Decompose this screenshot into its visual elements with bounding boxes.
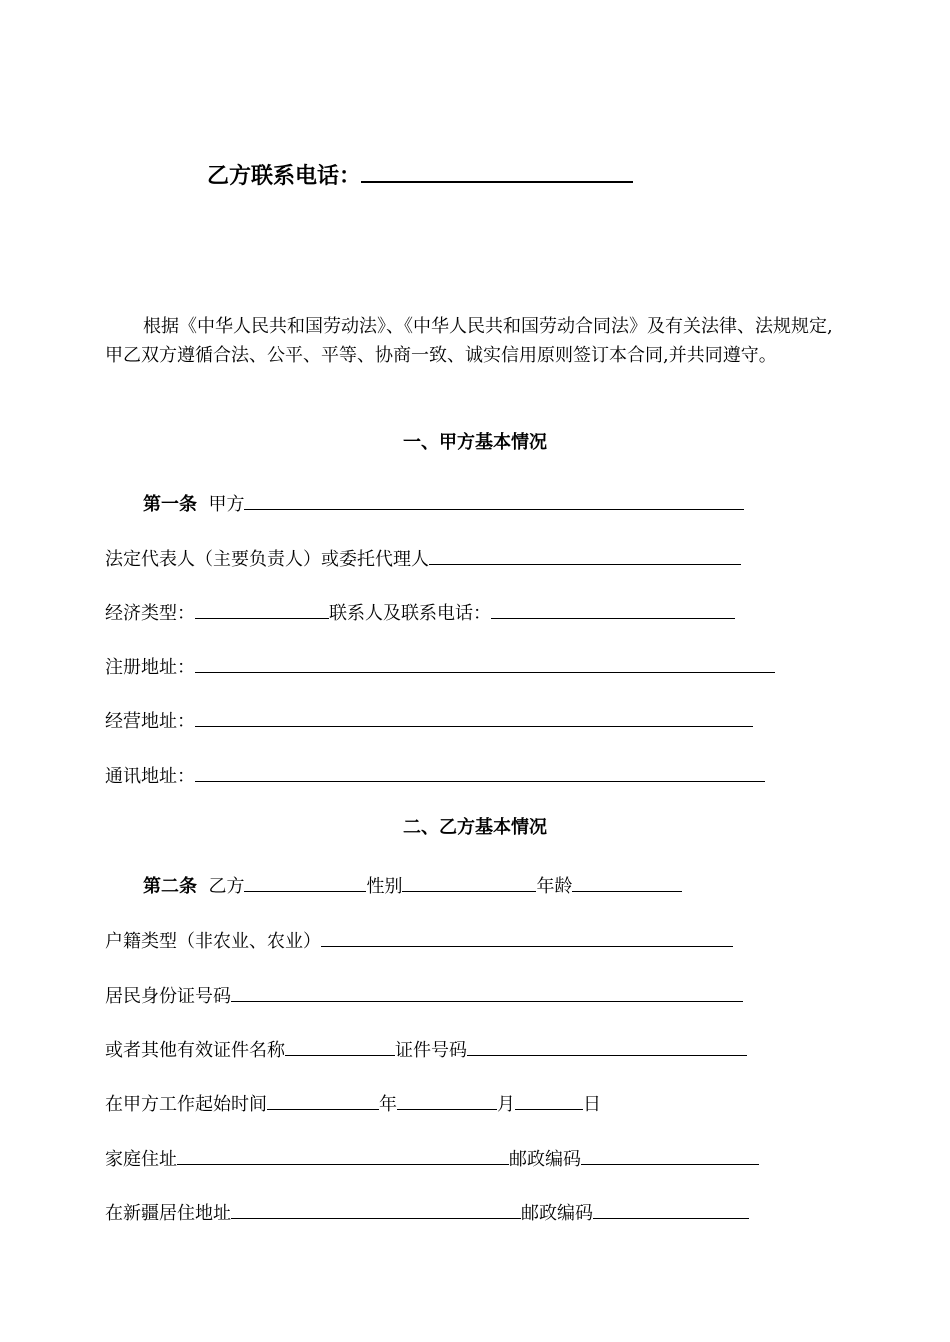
home-address-label: 家庭住址 — [105, 1149, 177, 1170]
registered-address-line — [105, 652, 775, 676]
economic-type-line — [105, 598, 735, 622]
household-line — [105, 926, 733, 950]
xinjiang-address-line — [105, 1198, 749, 1222]
start-time-line — [105, 1089, 601, 1113]
mailing-address-label: 通讯地址： — [105, 766, 195, 787]
party-a-label: 甲方 — [208, 494, 245, 515]
section1-heading: 一、甲方基本情况 — [403, 432, 547, 453]
party-b-blank[interactable] — [244, 871, 366, 892]
xinjiang-address-blank[interactable] — [231, 1198, 521, 1219]
legal-rep-blank[interactable] — [429, 544, 741, 565]
party-a-blank[interactable] — [244, 489, 744, 510]
contact-blank[interactable] — [491, 598, 735, 619]
postcode-label-2: 邮政编码 — [521, 1203, 593, 1224]
start-month-blank[interactable] — [397, 1089, 497, 1110]
party-b-phone-title — [207, 156, 633, 192]
registered-address-label: 注册地址： — [105, 657, 195, 678]
article1-party-a-line — [143, 489, 744, 513]
mailing-address-line — [105, 761, 765, 785]
cert-no-label: 证件号码 — [395, 1040, 467, 1061]
xinjiang-postcode-blank[interactable] — [593, 1198, 749, 1219]
household-label: 户籍类型（非农业、农业） — [105, 931, 321, 952]
article2-party-b-line — [143, 871, 682, 895]
party-b-phone-blank[interactable] — [361, 156, 633, 183]
mailing-address-blank[interactable] — [195, 761, 765, 782]
business-address-line — [105, 706, 753, 730]
legal-rep-line — [105, 544, 741, 568]
day-label: 日 — [583, 1094, 601, 1115]
start-year-blank[interactable] — [267, 1089, 379, 1110]
start-day-blank[interactable] — [515, 1089, 583, 1110]
gender-label: 性别 — [366, 876, 403, 897]
other-cert-blank[interactable] — [285, 1035, 395, 1056]
legal-rep-label: 法定代表人（主要负责人）或委托代理人 — [105, 549, 429, 570]
age-label: 年龄 — [536, 876, 573, 897]
id-number-blank[interactable] — [231, 981, 743, 1002]
party-b-phone-label: 乙方联系电话： — [207, 164, 362, 189]
cert-no-blank[interactable] — [467, 1035, 747, 1056]
household-blank[interactable] — [321, 926, 733, 947]
age-blank[interactable] — [572, 871, 682, 892]
contact-label: 联系人及联系电话： — [329, 603, 491, 624]
postcode-label: 邮政编码 — [509, 1149, 581, 1170]
business-address-label: 经营地址： — [105, 711, 195, 732]
id-number-label: 居民身份证号码 — [105, 986, 231, 1007]
other-cert-label: 或者其他有效证件名称 — [105, 1040, 285, 1061]
other-cert-line — [105, 1035, 747, 1059]
intro-text: 根据《中华人民共和国劳动法》、《中华人民共和国劳动合同法》及有关法律、法规规定,甲乙双方遵循合法、公平、平等、协商一致、诚实信用原则签订本合同,并共同遵守。 — [105, 316, 833, 366]
xinjiang-address-label: 在新疆居住地址 — [105, 1203, 231, 1224]
party-b-label: 乙方 — [208, 876, 245, 897]
section2-heading: 二、乙方基本情况 — [403, 817, 547, 838]
registered-address-blank[interactable] — [195, 652, 775, 673]
economic-type-label: 经济类型： — [105, 603, 195, 624]
id-number-line — [105, 981, 743, 1005]
home-postcode-blank[interactable] — [581, 1144, 759, 1165]
start-time-label: 在甲方工作起始时间 — [105, 1094, 267, 1115]
year-label: 年 — [379, 1094, 397, 1115]
home-address-blank[interactable] — [177, 1144, 509, 1165]
gender-blank[interactable] — [402, 871, 536, 892]
intro-paragraph — [105, 312, 845, 370]
economic-type-blank[interactable] — [195, 598, 329, 619]
business-address-blank[interactable] — [195, 706, 753, 727]
month-label: 月 — [497, 1094, 515, 1115]
article1-label: 第一条 — [143, 494, 197, 515]
home-address-line — [105, 1144, 759, 1168]
article2-label: 第二条 — [143, 876, 197, 897]
